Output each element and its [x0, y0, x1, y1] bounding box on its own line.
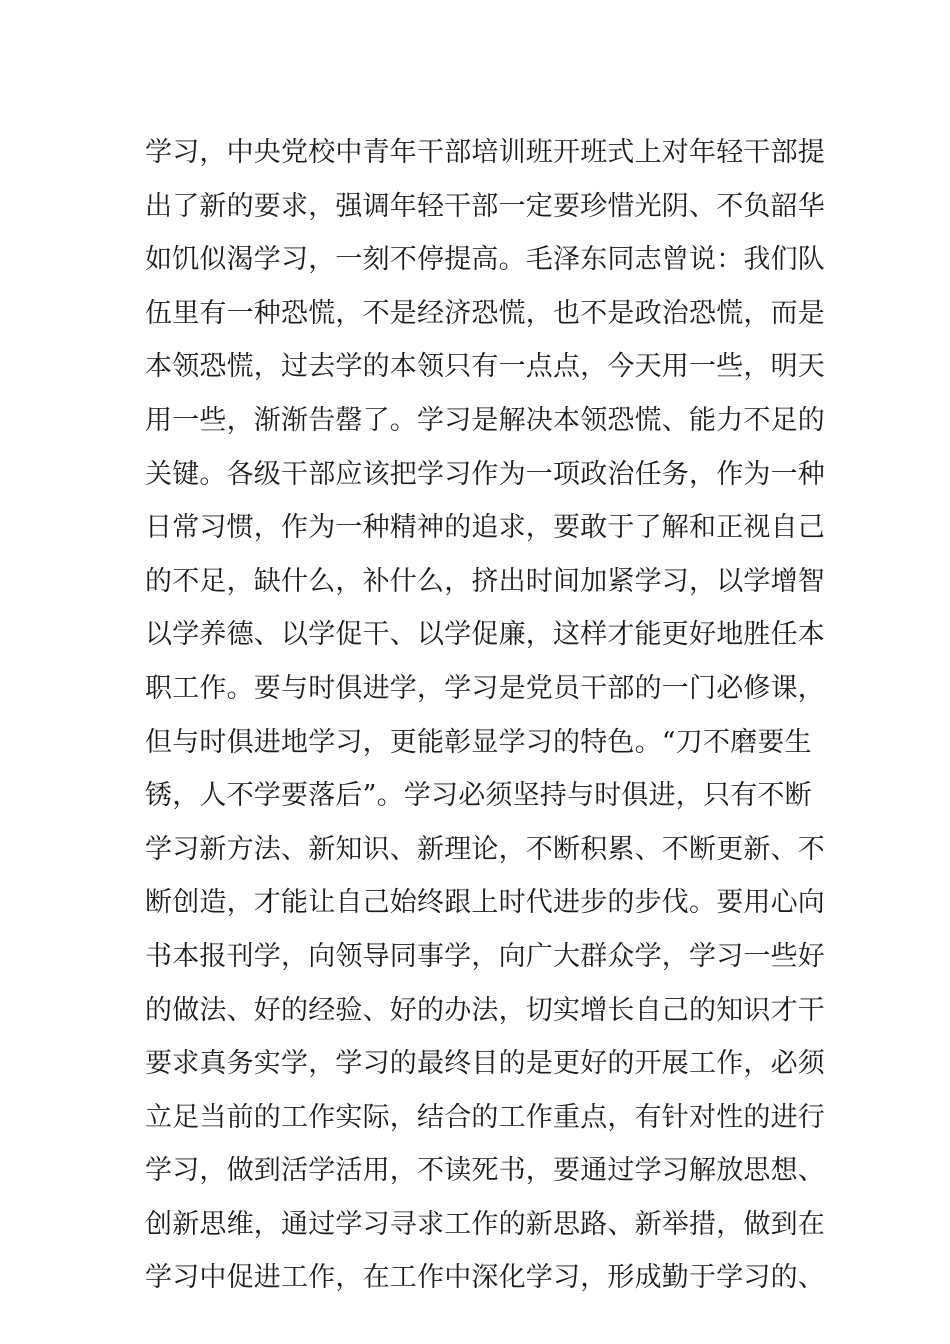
text-line: 学习中促进工作，在工作中深化学习，形成勤于学习的、 [145, 1262, 825, 1294]
text-line: 出了新的要求，强调年轻干部一定要珍惜光阴、不负韶华 [145, 190, 825, 222]
text-line: 立足当前的工作实际，结合的工作重点，有针对性的进行 [145, 1101, 825, 1133]
text-line: 关键。各级干部应该把学习作为一项政治任务，作为一种 [145, 458, 825, 490]
text-line: 用一些，渐渐告罄了。学习是解决本领恐慌、能力不足的 [145, 404, 825, 436]
text-line: 学习，做到活学活用，不读死书，要通过学习解放思想、 [145, 1155, 825, 1187]
text-line: 断创造，才能让自己始终跟上时代进步的步伐。要用心向 [145, 887, 825, 919]
text-line: 的不足，缺什么，补什么，挤出时间加紧学习，以学增智 [145, 565, 825, 597]
text-line: 锈，人不学要落后”。学习必须坚持与时俱进，只有不断 [145, 780, 812, 812]
text-line: 但与时俱进地学习，更能彰显学习的特色。“刀不磨要生 [145, 726, 812, 758]
text-line: 以学养德、以学促干、以学促廉，这样才能更好地胜任本 [145, 619, 825, 651]
text-line: 如饥似渴学习，一刻不停提高。毛泽东同志曾说：我们队 [145, 244, 825, 276]
text-line: 伍里有一种恐慌，不是经济恐慌，也不是政治恐慌，而是 [145, 297, 825, 329]
text-line: 本领恐慌，过去学的本领只有一点点，今天用一些，明天 [145, 351, 825, 383]
text-line: 创新思维，通过学习寻求工作的新思路、新举措，做到在 [145, 1208, 825, 1240]
text-line: 书本报刊学，向领导同事学，向广大群众学，学习一些好 [145, 940, 825, 972]
text-line: 职工作。要与时俱进学，学习是党员干部的一门必修课， [145, 672, 825, 704]
body-text [145, 126, 825, 1305]
text-line: 学习新方法、新知识、新理论，不断积累、不断更新、不 [145, 833, 825, 865]
text-line: 的做法、好的经验、好的办法，切实增长自己的知识才干 [145, 994, 825, 1026]
text-line: 日常习惯，作为一种精神的追求，要敢于了解和正视自己 [145, 512, 825, 544]
text-line: 要求真务实学，学习的最终目的是更好的开展工作，必须 [145, 1048, 825, 1080]
text-line: 学习，中央党校中青年干部培训班开班式上对年轻干部提 [145, 137, 825, 168]
